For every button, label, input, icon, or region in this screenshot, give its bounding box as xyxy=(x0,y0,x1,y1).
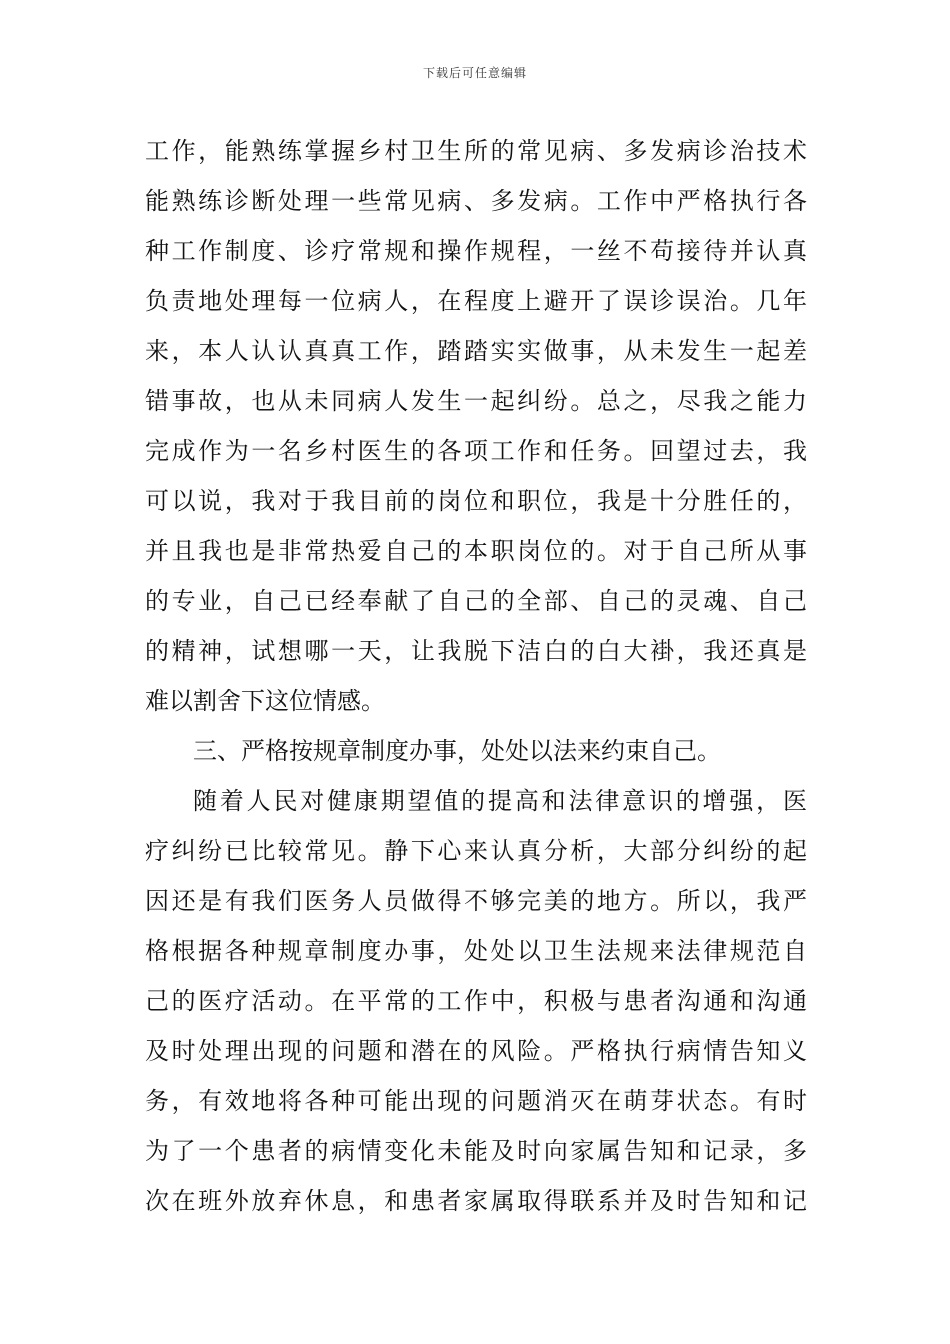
text-line: 因还是有我们医务人员做得不够完美的地方。所以，我严 xyxy=(145,887,807,915)
text-line: 难以割舍下这位情感。 xyxy=(145,687,385,715)
text-line: 疗纠纷已比较常见。静下心来认真分析，大部分纠纷的起 xyxy=(145,837,807,865)
text-line: 并且我也是非常热爱自己的本职岗位的。对于自己所从事 xyxy=(145,537,807,565)
text-line: 次在班外放弃休息，和患者家属取得联系并及时告知和记 xyxy=(145,1187,807,1215)
section-heading: 三、严格按规章制度办事，处处以法来约束自己。 xyxy=(193,737,721,765)
text-line: 随着人民对健康期望值的提高和法律意识的增强，医 xyxy=(193,787,807,815)
text-line: 负责地处理每一位病人，在程度上避开了误诊误治。几年 xyxy=(145,287,807,315)
text-line: 格根据各种规章制度办事，处处以卫生法规来法律规范自 xyxy=(145,937,807,965)
text-line: 完成作为一名乡村医生的各项工作和任务。回望过去，我 xyxy=(145,437,807,465)
text-line: 为了一个患者的病情变化未能及时向家属告知和记录，多 xyxy=(145,1137,807,1165)
text-line: 己的医疗活动。在平常的工作中，积极与患者沟通和沟通 xyxy=(145,987,807,1015)
text-line: 的精神，试想哪一天，让我脱下洁白的白大褂，我还真是 xyxy=(145,637,807,665)
text-line: 能熟练诊断处理一些常见病、多发病。工作中严格执行各 xyxy=(145,187,807,215)
text-line: 工作，能熟练掌握乡村卫生所的常见病、多发病诊治技术 xyxy=(145,137,807,165)
document-body xyxy=(145,126,807,1226)
text-line: 种工作制度、诊疗常规和操作规程，一丝不苟接待并认真 xyxy=(145,237,807,265)
page-header: 下载后可任意编辑 xyxy=(422,66,527,80)
text-line: 来，本人认认真真工作，踏踏实实做事，从未发生一起差 xyxy=(145,337,807,365)
text-line: 的专业，自己已经奉献了自己的全部、自己的灵魂、自己 xyxy=(145,587,807,615)
text-line: 及时处理出现的问题和潜在的风险。严格执行病情告知义 xyxy=(145,1037,807,1065)
text-line: 错事故，也从未同病人发生一起纠纷。总之，尽我之能力 xyxy=(145,387,807,415)
text-line: 可以说，我对于我目前的岗位和职位，我是十分胜任的， xyxy=(145,487,807,515)
text-line: 务，有效地将各种可能出现的问题消灭在萌芽状态。有时 xyxy=(145,1087,807,1115)
